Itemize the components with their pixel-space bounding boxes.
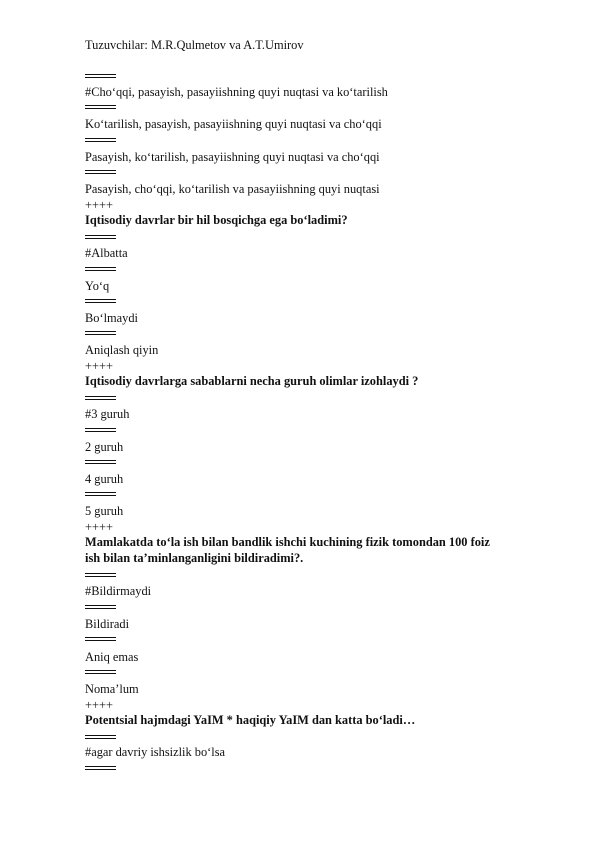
question-text: Mamlakatda to‘la ish bilan bandlik ishchi kuchining fizik tomondan 100 foiz <box>85 535 490 549</box>
separator <box>85 74 116 78</box>
answer: 2 guruh <box>85 440 124 454</box>
separator <box>85 170 116 174</box>
separator <box>85 331 116 335</box>
answer: Pasayish, cho‘qqi, ko‘tarilish va pasayiishning quyi nuqtasi <box>85 182 380 196</box>
separator <box>85 396 116 400</box>
separator <box>85 735 116 739</box>
separator <box>85 670 116 674</box>
answer: Aniq emas <box>85 650 139 664</box>
separator <box>85 235 116 239</box>
separator <box>85 492 116 496</box>
separator <box>85 605 116 609</box>
separator <box>85 299 116 303</box>
answer: Bo‘lmaydi <box>85 311 138 325</box>
question-text: Potentsial hajmdagi YaIM * haqiqiy YaIM dan katta bo‘ladi… <box>85 713 416 727</box>
answer-correct: #3 guruh <box>85 407 130 421</box>
question-delimiter: ++++ <box>85 698 113 712</box>
question-text-continued: ish bilan ta’minlanganligini bildiradimi?. <box>85 551 304 565</box>
question-delimiter: ++++ <box>85 198 113 212</box>
question-text: Iqtisodiy davrlarga sabablarni necha guruh olimlar izohlaydi ? <box>85 374 419 388</box>
answer: Yo‘q <box>85 279 110 293</box>
answer: Aniqlash qiyin <box>85 343 159 357</box>
separator <box>85 460 116 464</box>
separator <box>85 267 116 271</box>
question-text: Iqtisodiy davrlar bir hil bosqichga ega bo‘ladimi? <box>85 213 348 227</box>
separator <box>85 105 116 109</box>
answer: 5 guruh <box>85 504 124 518</box>
separator <box>85 766 116 770</box>
answer-correct: #Albatta <box>85 246 128 260</box>
answer: Ko‘tarilish, pasayish, pasayiishning quyi nuqtasi va cho‘qqi <box>85 117 382 131</box>
separator <box>85 428 116 432</box>
answer-correct: #Bildirmaydi <box>85 584 152 598</box>
separator <box>85 637 116 641</box>
separator <box>85 573 116 577</box>
separator <box>85 138 116 142</box>
answer-correct: #agar davriy ishsizlik bo‘lsa <box>85 745 226 759</box>
answer: Pasayish, ko‘tarilish, pasayiishning quyi nuqtasi va cho‘qqi <box>85 150 380 164</box>
answer: Bildiradi <box>85 617 130 631</box>
answer: 4 guruh <box>85 472 124 486</box>
answer: Noma’lum <box>85 682 139 696</box>
answer-correct: #Cho‘qqi, pasayish, pasayiishning quyi nuqtasi va ko‘tarilish <box>85 85 388 99</box>
header-authors: Tuzuvchilar: M.R.Qulmetov va A.T.Umirov <box>85 38 304 52</box>
question-delimiter: ++++ <box>85 520 113 534</box>
question-delimiter: ++++ <box>85 359 113 373</box>
